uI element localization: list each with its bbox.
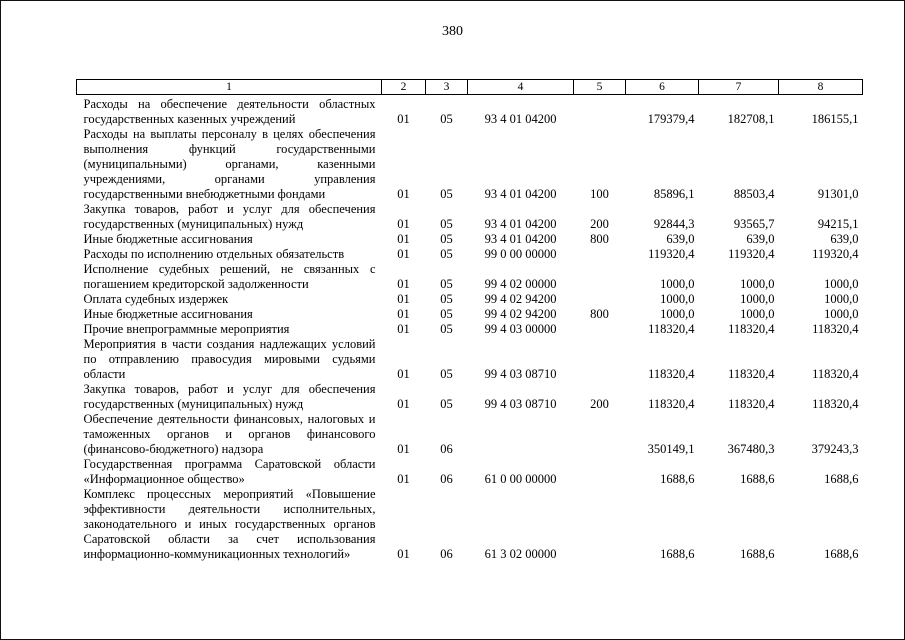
subsection-code-cell: 05 [440,277,453,291]
section-code-cell: 01 [397,442,410,456]
amount-year1-cell: 118320,4 [648,322,695,336]
expense-name-cell: Закупка товаров, работ и услуг для обеспечения государственных (муниципальных) нужд [83,382,376,411]
amount-year2-cell: 118320,4 [728,322,775,336]
subsection-code-cell: 05 [440,292,453,306]
amount-year1-cell: 118320,4 [648,397,695,411]
expense-name-cell: Обеспечение деятельности финансовых, налоговых и таможенных органов и органов финансового (финансово-бюджетного) надзора [83,412,376,456]
amount-year1-cell: 1688,6 [660,472,695,486]
table-row [77,247,863,262]
subsection-code-cell: 05 [440,367,453,381]
amount-year2-cell: 182708,1 [727,112,775,126]
amount-year1-cell: 118320,4 [648,367,695,381]
table-body [77,95,863,563]
column-header-8: 8 [779,80,863,95]
target-article-code-cell: 93 4 01 04200 [484,232,557,246]
table-row [77,292,863,307]
amount-year3-cell: 1000,0 [824,307,859,321]
section-code-cell: 01 [397,187,410,201]
amount-year2-cell: 119320,4 [728,247,775,261]
section-code-cell: 01 [397,277,410,291]
amount-year3-cell: 118320,4 [812,367,859,381]
amount-year2-cell: 1688,6 [740,547,775,561]
column-header-3: 3 [426,80,468,95]
expense-kind-code-cell: 100 [590,187,609,201]
expense-name-cell: Расходы на обеспечение деятельности областных государственных казенных учреждений [83,97,376,126]
expense-kind-code-cell [574,262,626,292]
amount-year1-cell: 1000,0 [660,292,695,306]
subsection-code-cell: 05 [440,247,453,261]
amount-year3-cell: 118320,4 [812,397,859,411]
target-article-code-cell: 99 4 02 94200 [484,292,557,306]
amount-year1-cell: 85896,1 [653,187,695,201]
expense-kind-code-cell [574,457,626,487]
target-article-code-cell: 93 4 01 04200 [484,187,557,201]
table-row [77,382,863,412]
expense-name-cell: Расходы по исполнению отдельных обязательств [83,247,345,261]
page-number: 380 [442,24,463,39]
expense-kind-code-cell: 200 [590,217,609,231]
section-code-cell: 01 [397,247,410,261]
expense-kind-code-cell [574,322,626,337]
expense-name-cell: Комплекс процессных мероприятий «Повышение эффективности деятельности исполнительных, законодательного и иных государственных органов Саратовской области за счет использования информационно-коммуникационных технологий» [83,487,376,561]
subsection-code-cell: 05 [440,232,453,246]
amount-year2-cell: 118320,4 [728,397,775,411]
column-header-5: 5 [574,80,626,95]
column-header-4: 4 [468,80,574,95]
table-row [77,232,863,247]
expense-kind-code-cell: 800 [590,232,609,246]
table-row [77,262,863,292]
amount-year2-cell: 1000,0 [740,277,775,291]
amount-year3-cell: 639,0 [830,232,859,246]
amount-year1-cell: 1000,0 [660,307,695,321]
amount-year2-cell: 1000,0 [740,292,775,306]
target-article-code-cell: 99 4 02 94200 [484,307,557,321]
target-article-code-cell: 99 4 03 00000 [484,322,557,336]
expense-name-cell: Расходы на выплаты персоналу в целях обеспечения выполнения функций государственными (муниципальными) органами, казенными учреждениями, органами управления государственными внебюджетными фондами [83,127,376,201]
target-article-code-cell: 99 0 00 00000 [484,247,557,261]
table-header [77,80,863,95]
subsection-code-cell: 06 [440,547,453,561]
amount-year3-cell: 1688,6 [824,547,859,561]
section-code-cell: 01 [397,112,410,126]
column-header-1: 1 [77,80,382,95]
target-article-code-cell: 99 4 03 08710 [484,397,557,411]
table-row [77,322,863,337]
amount-year2-cell: 1688,6 [740,472,775,486]
expense-kind-code-cell [574,247,626,262]
amount-year1-cell: 1000,0 [660,277,695,291]
expense-kind-code-cell: 200 [590,397,609,411]
section-code-cell: 01 [397,307,410,321]
section-code-cell: 01 [397,232,410,246]
expense-kind-code-cell [574,95,626,128]
amount-year3-cell: 1000,0 [824,277,859,291]
amount-year3-cell: 1000,0 [824,292,859,306]
table-row [77,337,863,382]
amount-year3-cell: 1688,6 [824,472,859,486]
expense-name-cell: Закупка товаров, работ и услуг для обеспечения государственных (муниципальных) нужд [83,202,376,231]
table-row [77,202,863,232]
subsection-code-cell: 05 [440,307,453,321]
amount-year2-cell: 88503,4 [733,187,775,201]
expense-name-cell: Оплата судебных издержек [83,292,229,306]
subsection-code-cell: 05 [440,322,453,336]
column-header-6: 6 [626,80,699,95]
expense-name-cell: Государственная программа Саратовской области «Информационное общество» [83,457,376,486]
expense-name-cell: Иные бюджетные ассигнования [83,232,253,246]
amount-year2-cell: 93565,7 [733,217,775,231]
target-article-code-cell: 61 3 02 00000 [484,547,557,561]
expense-kind-code-cell [574,487,626,562]
subsection-code-cell: 06 [440,442,453,456]
table-row [77,487,863,562]
section-code-cell: 01 [397,217,410,231]
section-code-cell: 01 [397,322,410,336]
expense-kind-code-cell [574,412,626,457]
section-code-cell: 01 [397,397,410,411]
column-header-2: 2 [382,80,426,95]
amount-year2-cell: 639,0 [746,232,775,246]
amount-year3-cell: 379243,3 [811,442,859,456]
table-row [77,412,863,457]
subsection-code-cell: 05 [440,397,453,411]
target-article-code-cell: 93 4 01 04200 [484,217,557,231]
amount-year1-cell: 179379,4 [647,112,695,126]
amount-year1-cell: 1688,6 [660,547,695,561]
table-header-row [77,80,863,95]
amount-year2-cell: 1000,0 [740,307,775,321]
expense-name-cell: Иные бюджетные ассигнования [83,307,253,321]
column-header-7: 7 [699,80,779,95]
table-row [77,457,863,487]
amount-year3-cell: 186155,1 [811,112,859,126]
amount-year1-cell: 639,0 [666,232,695,246]
amount-year3-cell: 94215,1 [817,217,859,231]
expense-name-cell: Мероприятия в части создания надлежащих условий по отправлению правосудия мировыми судьями области [83,337,376,381]
expense-name-cell: Исполнение судебных решений, не связанных с погашением кредиторской задолженности [83,262,376,291]
subsection-code-cell: 05 [440,187,453,201]
subsection-code-cell: 05 [440,112,453,126]
table-row [77,127,863,202]
budget-table [76,79,863,562]
amount-year2-cell: 118320,4 [728,367,775,381]
expense-kind-code-cell [574,337,626,382]
section-code-cell: 01 [397,547,410,561]
amount-year3-cell: 119320,4 [812,247,859,261]
amount-year3-cell: 118320,4 [812,322,859,336]
amount-year2-cell: 367480,3 [727,442,775,456]
amount-year1-cell: 92844,3 [653,217,695,231]
expense-kind-code-cell: 800 [590,307,609,321]
target-article-code-cell: 93 4 01 04200 [484,112,557,126]
section-code-cell: 01 [397,292,410,306]
expense-kind-code-cell [574,292,626,307]
section-code-cell: 01 [397,472,410,486]
table-row [77,307,863,322]
subsection-code-cell: 05 [440,217,453,231]
expense-name-cell: Прочие внепрограммные мероприятия [83,322,290,336]
target-article-code-cell: 61 0 00 00000 [484,472,557,486]
section-code-cell: 01 [397,367,410,381]
amount-year1-cell: 350149,1 [647,442,695,456]
amount-year3-cell: 91301,0 [817,187,859,201]
target-article-code-cell: 99 4 03 08710 [484,367,557,381]
target-article-code-cell [468,412,574,457]
subsection-code-cell: 06 [440,472,453,486]
target-article-code-cell: 99 4 02 00000 [484,277,557,291]
amount-year1-cell: 119320,4 [648,247,695,261]
table-row [77,95,863,128]
